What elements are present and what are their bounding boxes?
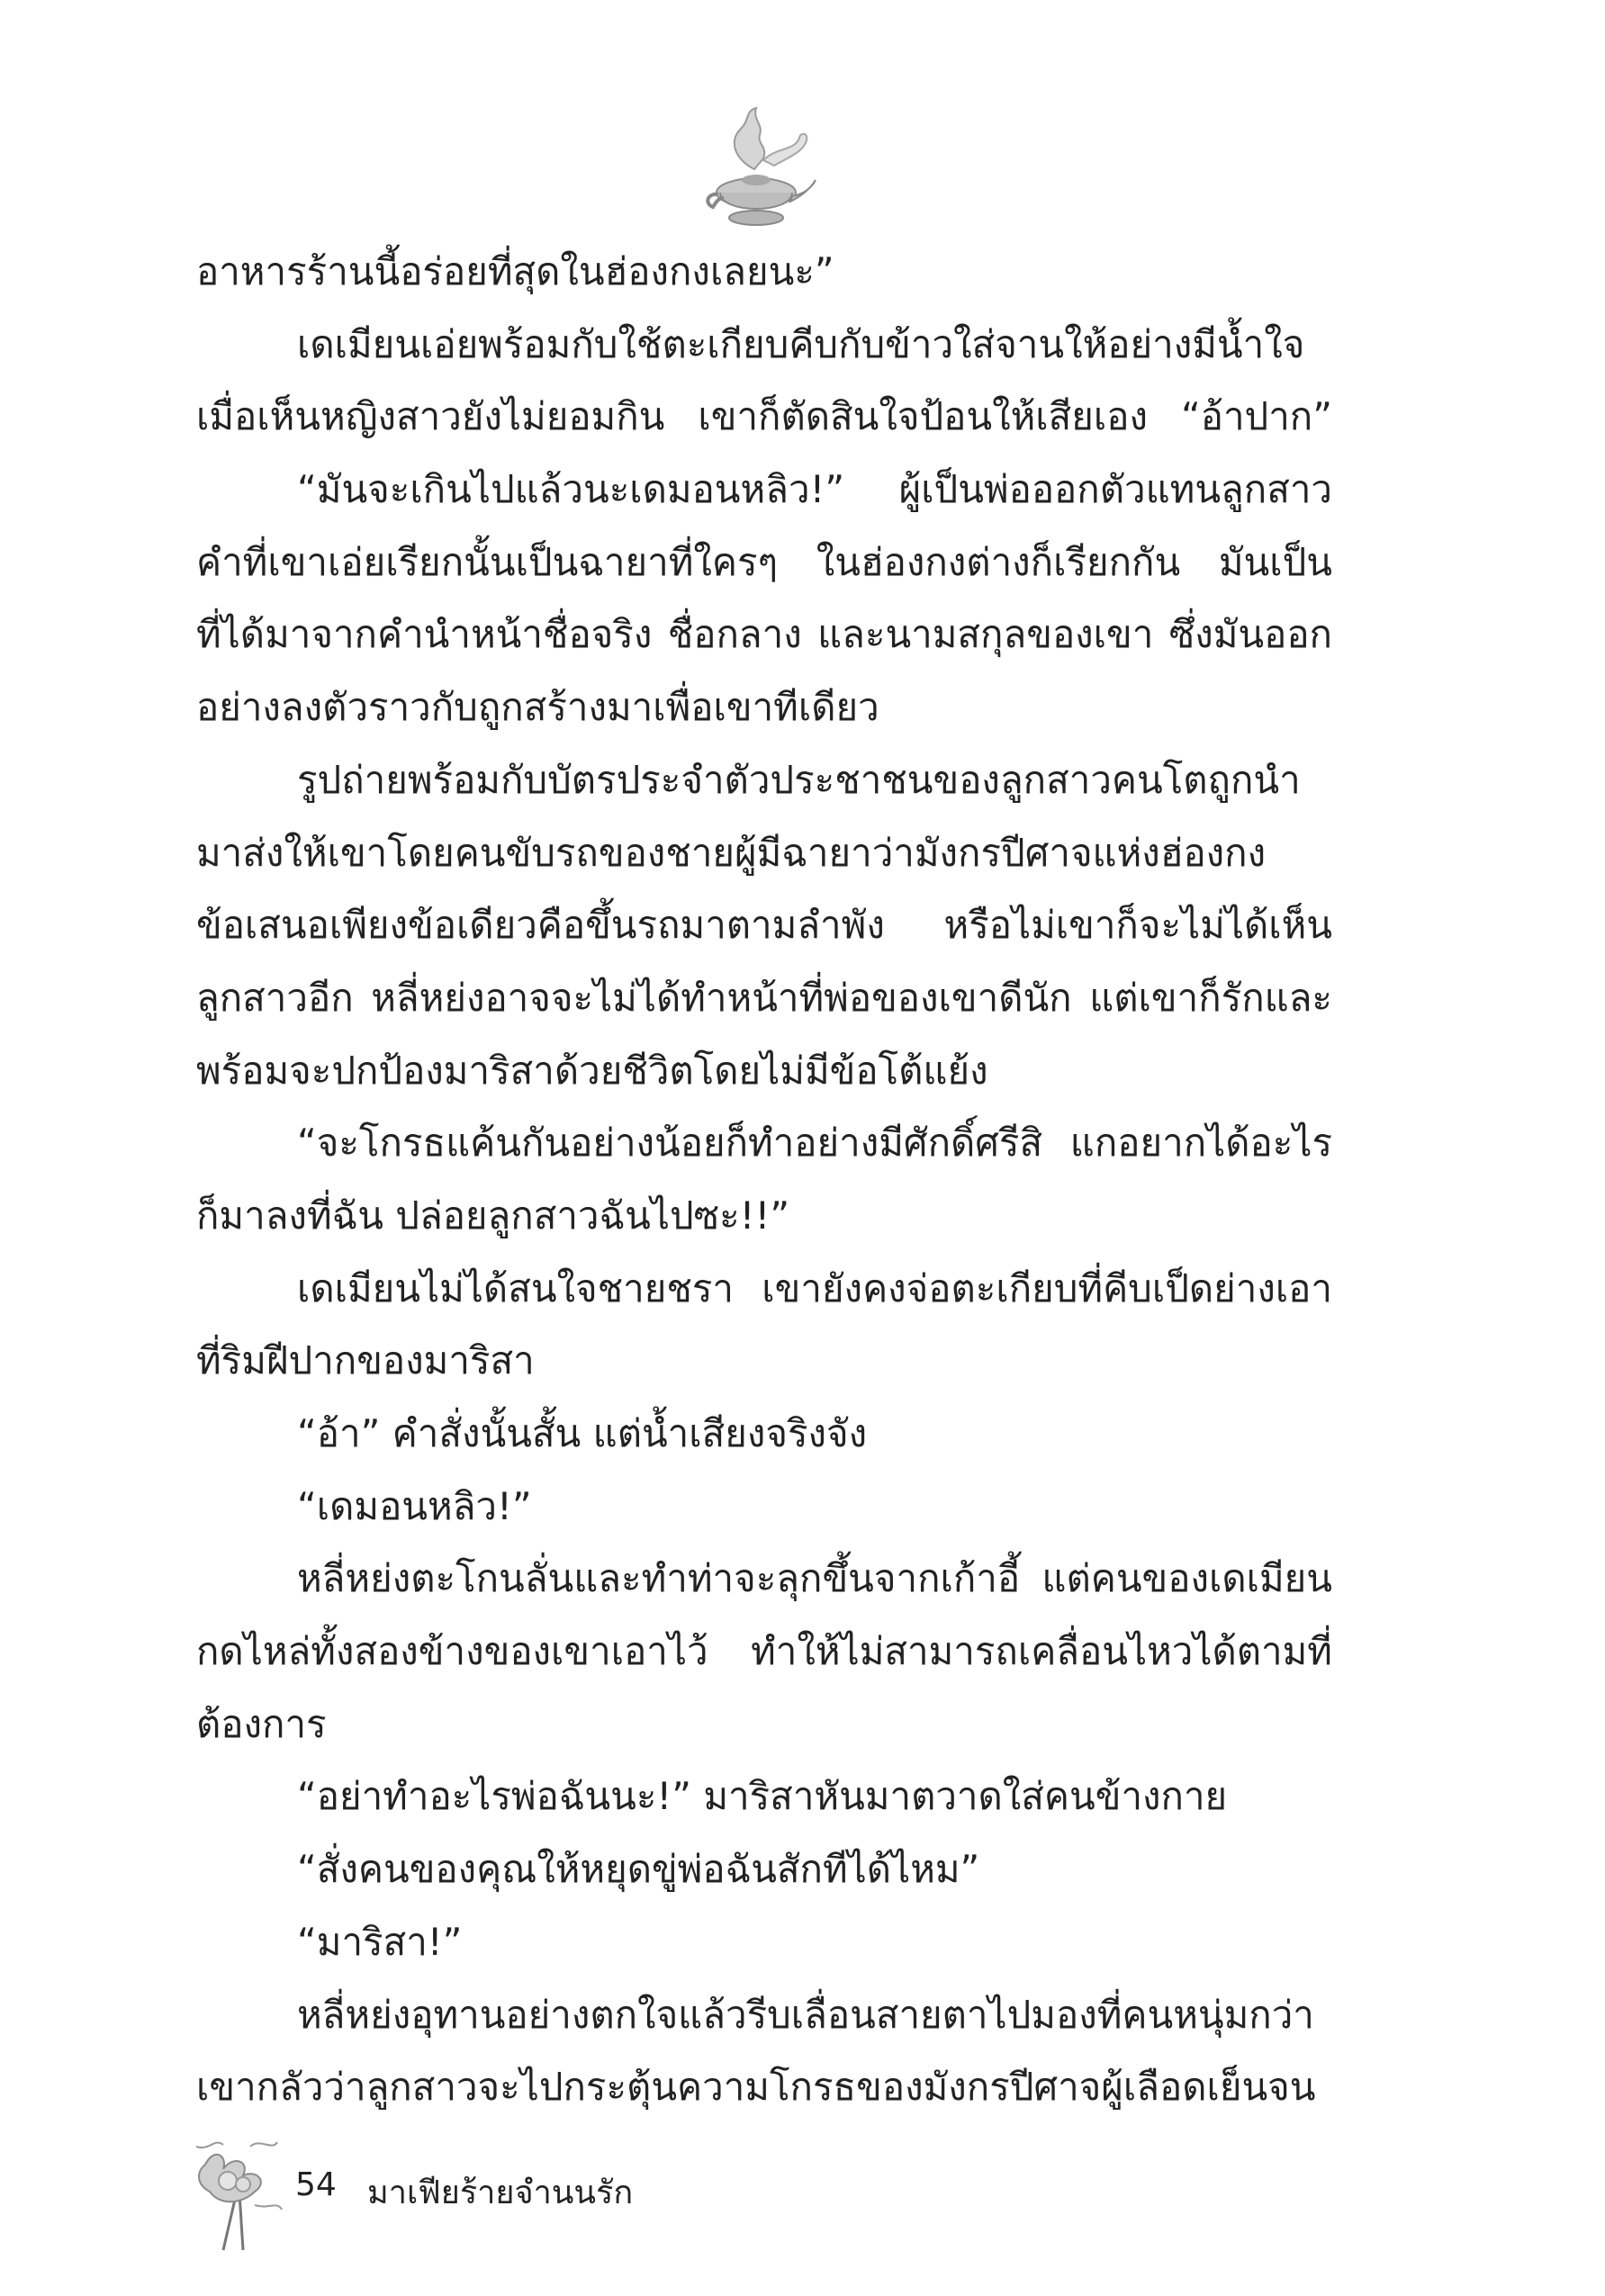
text-line: อย่างลงตัวราวกับถูกสร้างมาเพื่อเขาทีเดียว [196, 685, 879, 730]
page-footer [187, 2129, 817, 2255]
text-line: “เดมอนหลิว!” [297, 1483, 532, 1528]
text-line: ก็มาลงที่ฉัน ปล่อยลูกสาวฉันไปซะ!!” [196, 1193, 790, 1238]
text-line: ข้อเสนอเพียงข้อเดียวคือขึ้นรถมาตามลำพัง หรือไม่เขาก็จะไม่ได้เห็น [196, 903, 1332, 948]
text-line: ต้องการ [196, 1701, 327, 1746]
text-line: “อ้า” คำสั่งนั้นสั้น แต่น้ำเสียงจริงจัง [297, 1411, 868, 1455]
text-line: พร้อมจะปกป้องมาริสาด้วยชีวิตโดยไม่มีข้อโต้แย้ง [196, 1048, 988, 1093]
book-title: มาเฟียร้ายจำนนรัก [367, 2174, 634, 2211]
text-line: ที่ได้มาจากคำนำหน้าชื่อจริง ชื่อกลาง และนามสกุลของเขา ซึ่งมันออก [196, 612, 1332, 657]
text-line: หลี่หย่งอุทานอย่างตกใจแล้วรีบเลื่อนสายตาไปมองที่คนหนุ่มกว่า [297, 1992, 1314, 2037]
text-line: กดไหล่ทั้งสองข้างของเขาเอาไว้ ทำให้ไม่สามารถเคลื่อนไหวได้ตามที่ [196, 1629, 1332, 1674]
text-line: “มาริสา!” [297, 1919, 463, 1964]
text-line: เมื่อเห็นหญิงสาวยังไม่ยอมกิน เขาก็ตัดสินใจป้อนให้เสียเอง “อ้าปาก” [196, 394, 1332, 439]
magic-lamp-icon [700, 106, 817, 232]
text-line: คำที่เขาเอ่ยเรียกนั้นเป็นฉายาที่ใครๆ ในฮ่องกงต่างก็เรียกกัน มันเป็น [196, 539, 1332, 584]
text-line: ลูกสาวอีก หลี่หย่งอาจจะไม่ได้ทำหน้าที่พ่อของเขาดีนัก แต่เขาก็รักและ [196, 975, 1332, 1020]
flower-bouquet-icon [187, 2129, 286, 2255]
text-line: “มันจะเกินไปแล้วนะเดมอนหลิว!” ผู้เป็นพ่อออกตัวแทนลูกสาว [297, 467, 1332, 512]
page-number: 54 [295, 2166, 337, 2203]
text-line: เขากลัวว่าลูกสาวจะไปกระตุ้นความโกรธของมังกรปีศาจผู้เลือดเย็นจน [196, 2065, 1316, 2110]
text-line: “จะโกรธแค้นกันอย่างน้อยก็ทำอย่างมีศักดิ์ศรีสิ แกอยากได้อะไร [297, 1121, 1332, 1166]
text-line: “อย่าทำอะไรพ่อฉันนะ!” มาริสาหันมาตวาดใส่คนข้างกาย [297, 1774, 1228, 1819]
text-line: หลี่หย่งตะโกนลั่นและทำท่าจะลุกขึ้นจากเก้าอี้ แต่คนของเดเมียน [297, 1556, 1332, 1601]
text-line: เดเมียนไม่ได้สนใจชายชรา เขายังคงจ่อตะเกียบที่คีบเป็ดย่างเอา [297, 1265, 1332, 1310]
text-line: อาหารร้านนี้อร่อยที่สุดในฮ่องกงเลยนะ” [196, 249, 834, 293]
text-line: “สั่งคนของคุณให้หยุดขู่พ่อฉันสักทีได้ไหม” [297, 1847, 980, 1892]
text-line: รูปถ่ายพร้อมกับบัตรประจำตัวประชาชนของลูกสาวคนโตถูกนำ [297, 757, 1301, 802]
text-line: ที่ริมฝีปากของมาริสา [196, 1338, 535, 1383]
page-body [196, 236, 1332, 2124]
text-line: มาส่งให้เขาโดยคนขับรถของชายผู้มีฉายาว่ามังกรปีศาจแห่งฮ่องกง [196, 830, 1267, 875]
text-line: เดเมียนเอ่ยพร้อมกับใช้ตะเกียบคีบกับข้าวใส่จานให้อย่างมีน้ำใจ [297, 321, 1305, 366]
